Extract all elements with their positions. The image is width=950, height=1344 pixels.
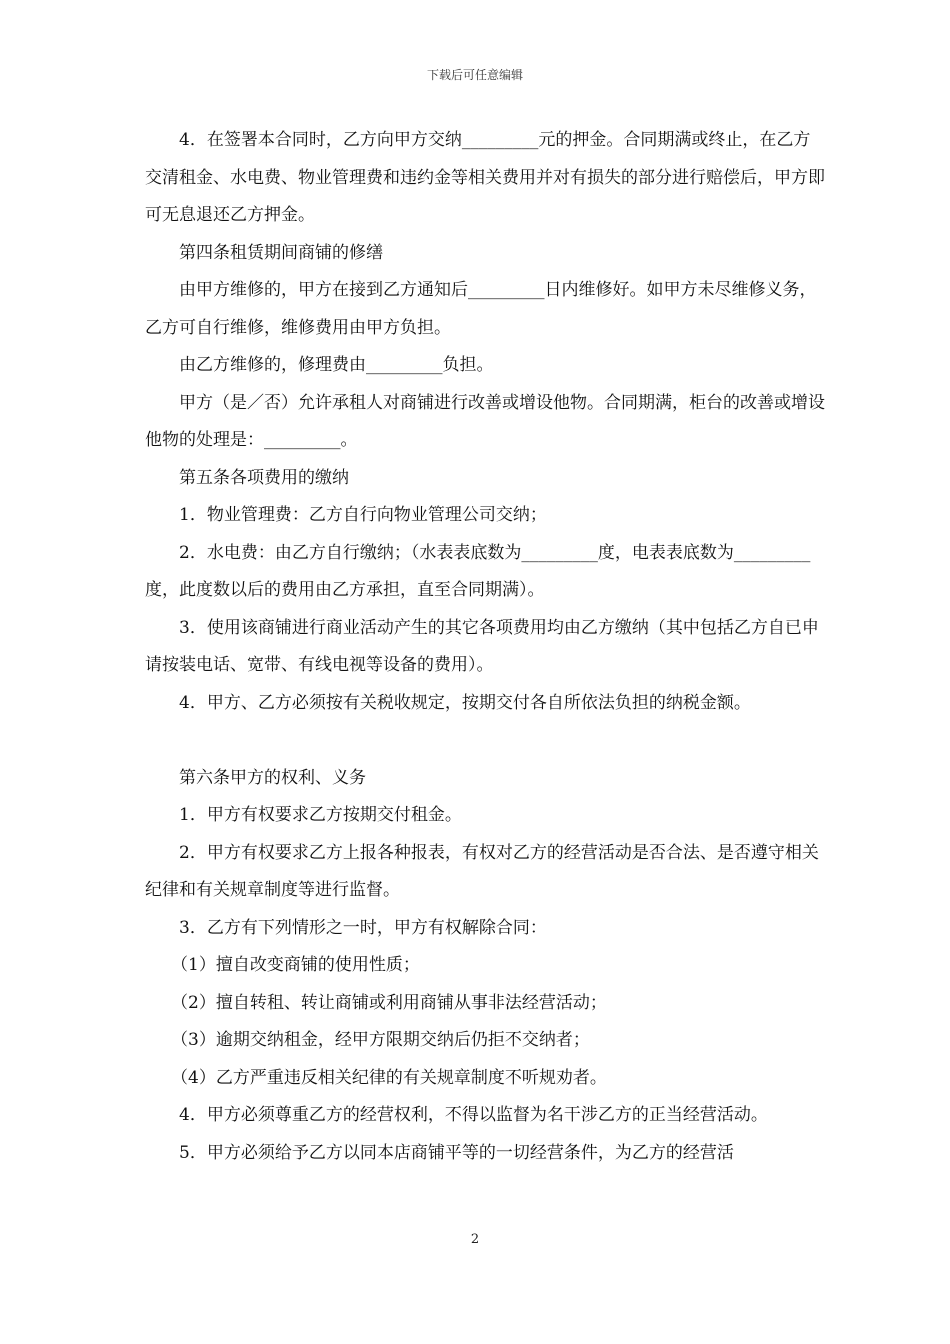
paragraph-tenant-repair: 由乙方维修的，修理费由_________负担。 [179, 355, 494, 375]
paragraph-spacer [145, 722, 825, 760]
paragraph-utilities: 2．水电费：由乙方自行缴纳；（水表表底数为_________度，电表表底数为_________度，此度数以后的费用由乙方承担，直至合同期满）。 [145, 542, 811, 600]
list-item-4: （4）乙方严重违反相关纪律的有关规章制度不听规劝者。 [171, 1067, 607, 1088]
list-item-3: （3）逾期交纳租金，经甲方限期交纳后仍拒不交纳者； [171, 1030, 590, 1050]
page-header: 下载后可任意编辑 [426, 68, 523, 82]
paragraph-equal-conditions: 5．甲方必须给予乙方以同本店商铺平等的一切经营条件，为乙方的经营活 [179, 1142, 734, 1163]
paragraph-other-fees: 3．使用该商铺进行商业活动产生的其它各项费用均由乙方缴纳（其中包括乙方自已申请按装电话、宽带、有线电视等设备的费用）。 [145, 617, 819, 675]
paragraph-respect-rights: 4．甲方必须尊重乙方的经营权利，不得以监督为名干涉乙方的正当经营活动。 [179, 1105, 768, 1125]
heading-article-6: 第六条甲方的权利、义务 [179, 767, 366, 788]
list-item-1: （1）擅自改变商铺的使用性质； [171, 955, 420, 975]
paragraph-landlord-repair: 由甲方维修的，甲方在接到乙方通知后_________日内维修好。如甲方未尽维修义务，乙方可自行维修，维修费用由甲方负担。 [145, 280, 817, 338]
paragraph-property-fee: 1．物业管理费：乙方自行向物业管理公司交纳； [179, 505, 547, 525]
paragraph-termination: 3．乙方有下列情形之一时，甲方有权解除合同： [179, 917, 547, 938]
paragraph-supervision: 2．甲方有权要求乙方上报各种报表，有权对乙方的经营活动是否合法、是否遵守相关纪律和有关规章制度等进行监督。 [145, 842, 819, 900]
paragraph-taxes: 4．甲方、乙方必须按有关税收规定，按期交付各自所依法负担的纳税金额。 [179, 692, 751, 713]
heading-article-4: 第四条租赁期间商铺的修缮 [179, 242, 383, 263]
heading-article-5: 第五条各项费用的缴纳 [179, 467, 349, 488]
document-body [145, 122, 825, 1172]
page-number: 2 [470, 1232, 480, 1247]
paragraph-improvements: 甲方（是／否）允许承租人对商铺进行改善或增设他物。合同期满，柜台的改善或增设他物的处理是：_________。 [145, 392, 825, 450]
paragraph-rent-right: 1．甲方有权要求乙方按期交付租金。 [179, 805, 462, 825]
paragraph-deposit: 4．在签署本合同时，乙方向甲方交纳_________元的押金。合同期满或终止，在乙方交清租金、水电费、物业管理费和违约金等相关费用并对有损失的部分进行赔偿后，甲方即可无息退还乙方押金。 [145, 130, 825, 225]
list-item-2: （2）擅自转租、转让商铺或利用商铺从事非法经营活动； [171, 992, 607, 1013]
